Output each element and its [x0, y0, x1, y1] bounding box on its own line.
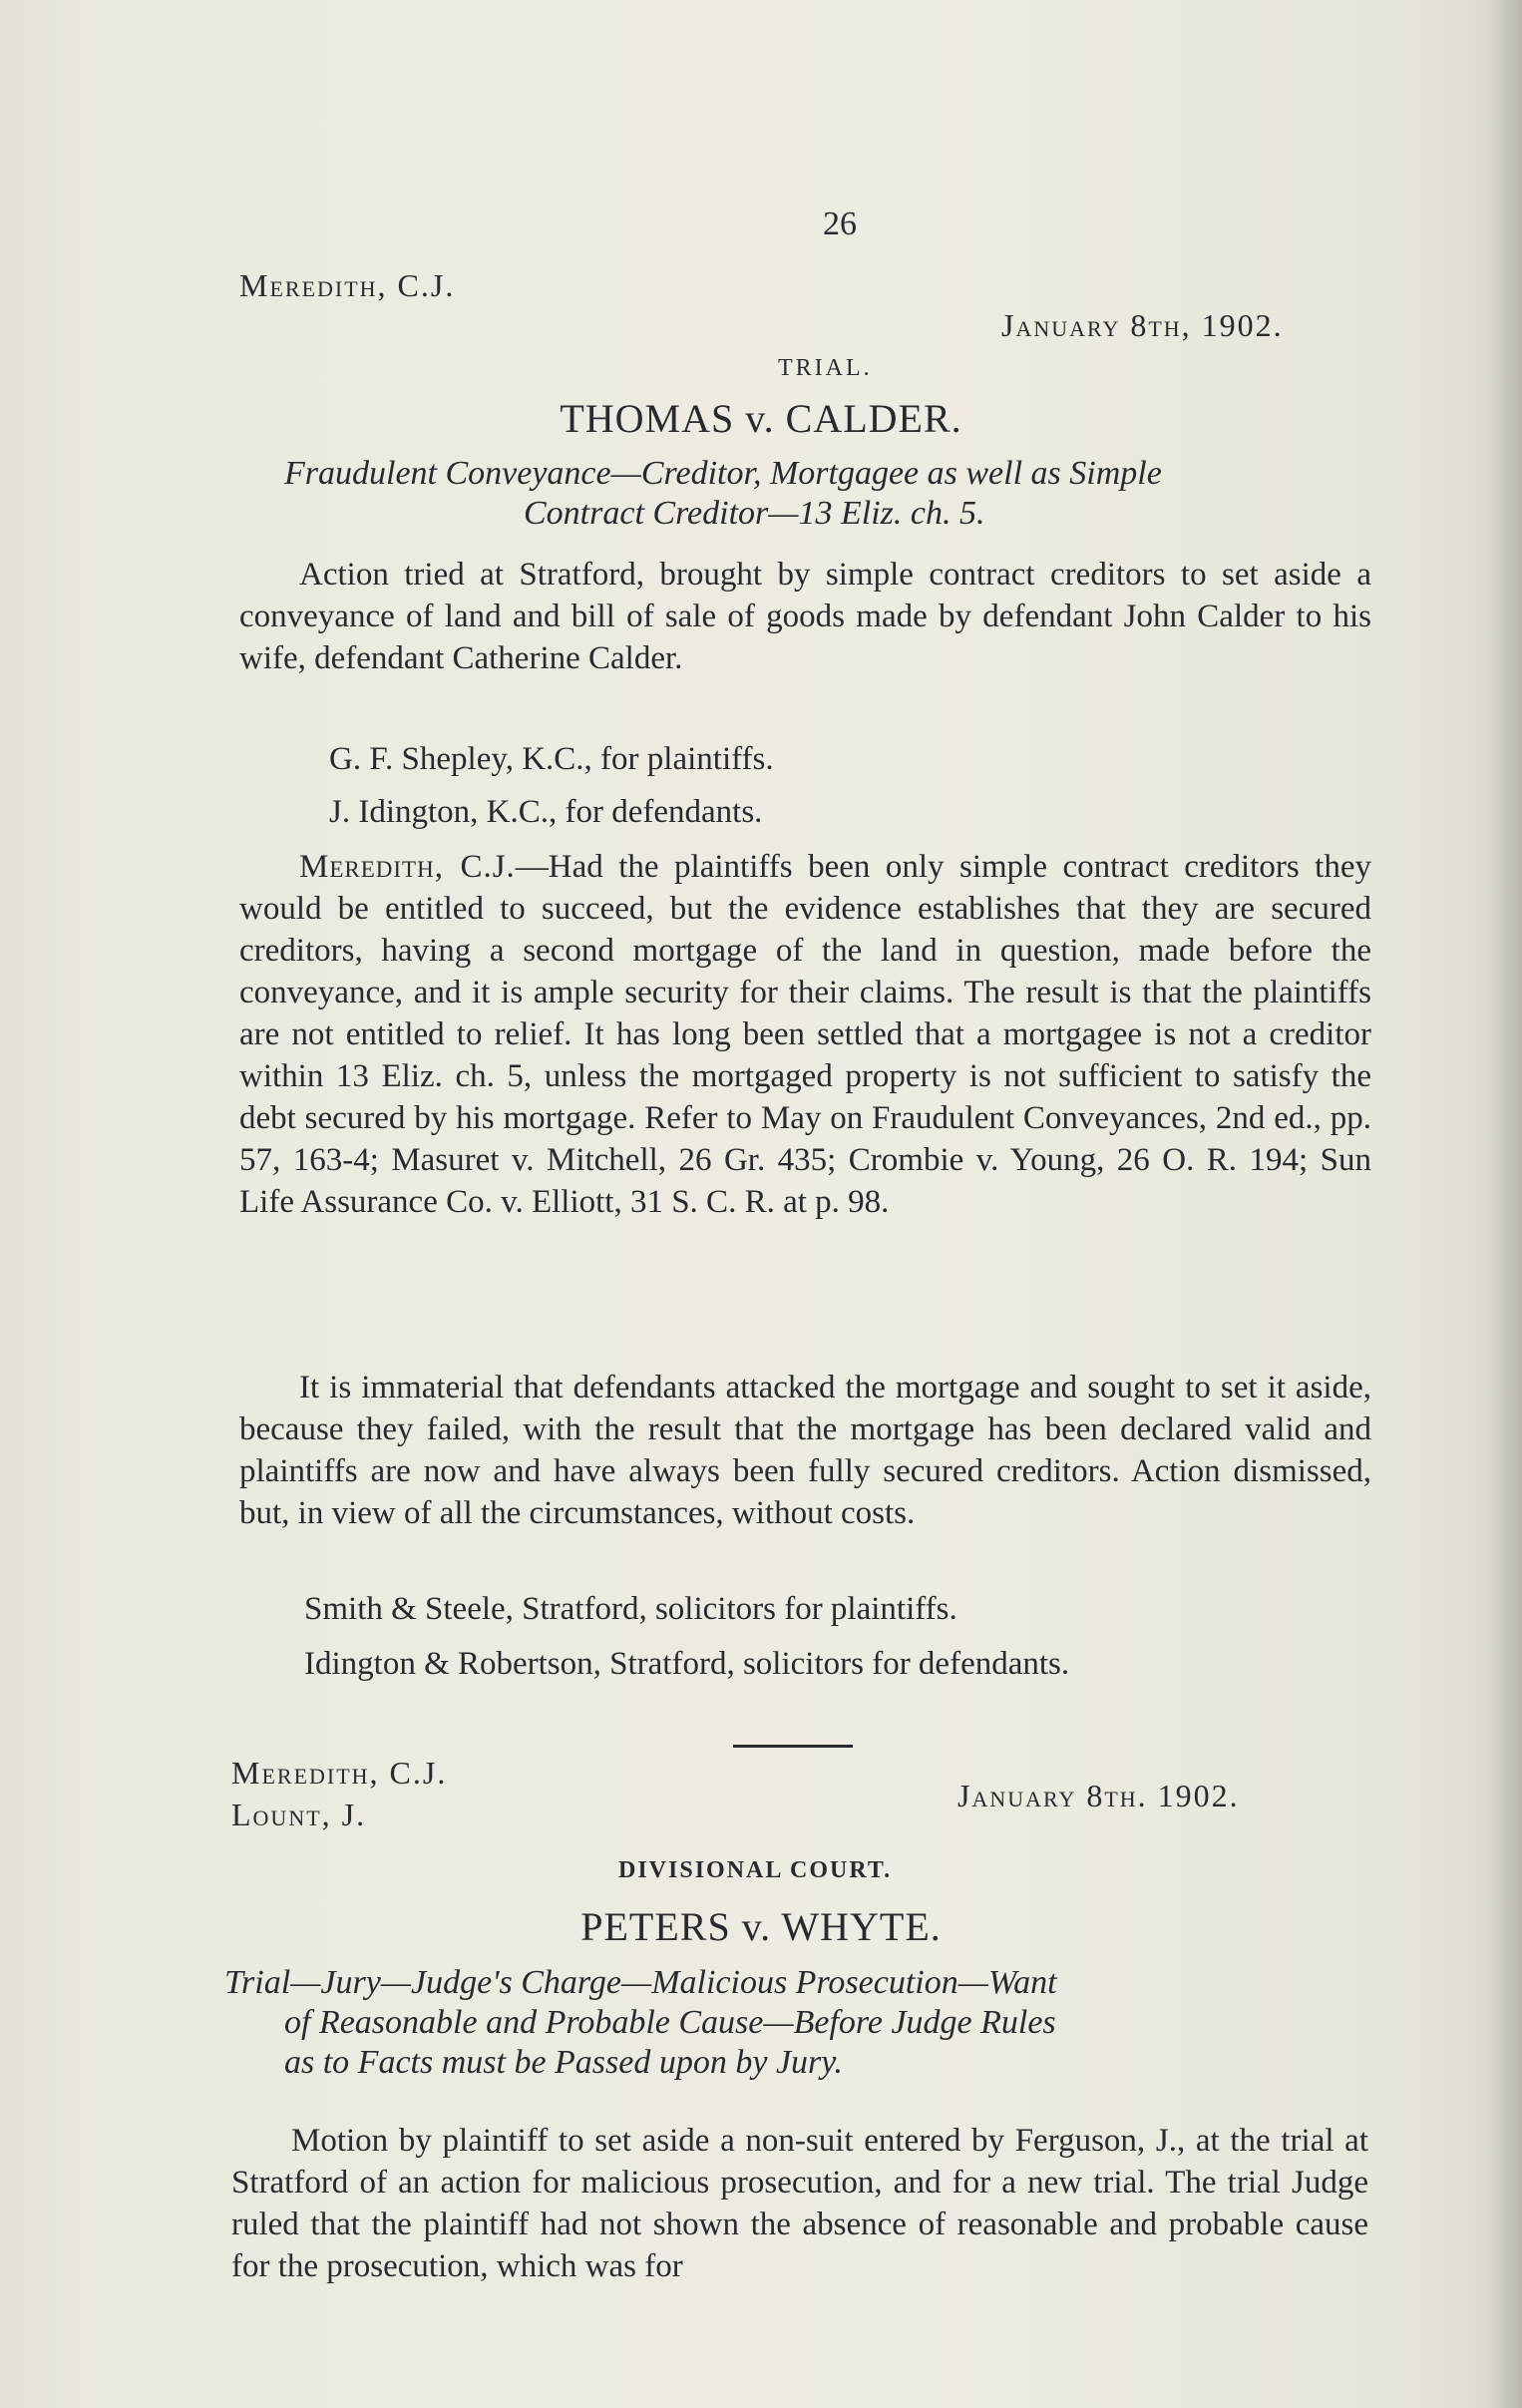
- case2-headnote: [224, 1963, 1371, 2083]
- case1-judge: Meredith, C.J.: [239, 267, 456, 303]
- case2-judges: [231, 1752, 447, 1835]
- case2-headnote-line2: of Reasonable and Probable Cause—Before Judge Rules: [284, 2004, 1056, 2041]
- case2-paragraph-1: Motion by plaintiff to set aside a non-suit entered by Ferguson, J., at the trial at Stratford of an action for malicious prosecution, and for a new trial. The trial Judge ruled that the plaintiff had not shown the absence of reasonable and probable cause for the prosecution, which was for: [231, 2123, 1368, 2284]
- case1-judgment-lead: Meredith, C.J.: [299, 849, 516, 885]
- case1-headnote-line2: Contract Creditor—13 Eliz. ch. 5.: [524, 495, 985, 532]
- section-divider: [733, 1745, 853, 1748]
- case1-headnote-line1: Fraudulent Conveyance—Creditor, Mortgagee as well as Simple: [284, 455, 1162, 492]
- case1-counsel-defendants: J. Idington, K.C., for defendants.: [329, 794, 763, 830]
- case2-date: January 8th. 1902.: [957, 1778, 1240, 1813]
- case1-judgment-body: —Had the plaintiffs been only simple contract creditors they would be entitled to succeed, but the evidence establishes that they are secured creditors, having a second mortgage of the land in question, made before the conveyance, and it is ample security for their claims. The result is that the plaintiffs are not entitled to relief. It has long been settled that a mortgagee is not a creditor within 13 Eliz. ch. 5, unless the mortgaged property is not sufficient to satisfy the debt secured by his mortgage. Refer to May on Fraudulent Conveyances, 2nd ed., pp. 57, 163-4; Masuret v. Mitchell, 26 Gr. 435; Crombie v. Young, 26 O. R. 194; Sun Life Assurance Co. v. Elliott, 31 S. C. R. at p. 98.: [239, 849, 1371, 1220]
- case1-solicitors-plaintiffs: Smith & Steele, Stratford, solicitors for plaintiffs.: [304, 1591, 957, 1627]
- case1-paragraph-1: Action tried at Stratford, brought by simple contract creditors to set aside a conveyance of land and bill of sale of goods made by defendant John Calder to his wife, defendant Catherine Calder.: [239, 557, 1371, 676]
- case2-court-label: DIVISIONAL COURT.: [618, 1857, 893, 1883]
- case2-headnote-line3: as to Facts must be Passed upon by Jury.: [284, 2044, 843, 2081]
- case1-solicitors-defendants: Idington & Robertson, Stratford, solicitors for defendants.: [304, 1646, 1070, 1682]
- case1-judgment: [239, 846, 1371, 1223]
- case2-judge-2: Lount, J.: [231, 1797, 367, 1832]
- page-edge-shadow: [1486, 0, 1522, 2408]
- page-number: 26: [823, 205, 857, 242]
- case2-title: PETERS v. WHYTE.: [580, 1904, 942, 1949]
- case1-counsel-plaintiffs: G. F. Shepley, K.C., for plaintiffs.: [329, 741, 774, 777]
- case2-headnote-line1: Trial—Jury—Judge's Charge—Malicious Prosecution—Want: [224, 1964, 1057, 2001]
- case1-date: January 8th, 1902.: [1001, 307, 1284, 343]
- case1-headnote: [284, 454, 1381, 534]
- case2-judge-1: Meredith, C.J.: [231, 1755, 448, 1791]
- case1-title: THOMAS v. CALDER.: [560, 396, 962, 441]
- case1-court-label: TRIAL.: [778, 355, 873, 381]
- case1-paragraph-3: It is immaterial that defendants attacked the mortgage and sought to set it aside, because they failed, with the result that the mortgage has been declared valid and plaintiffs are now and have always been fully secured creditors. Action dismissed, but, in view of all the circumstances, without costs.: [239, 1370, 1371, 1531]
